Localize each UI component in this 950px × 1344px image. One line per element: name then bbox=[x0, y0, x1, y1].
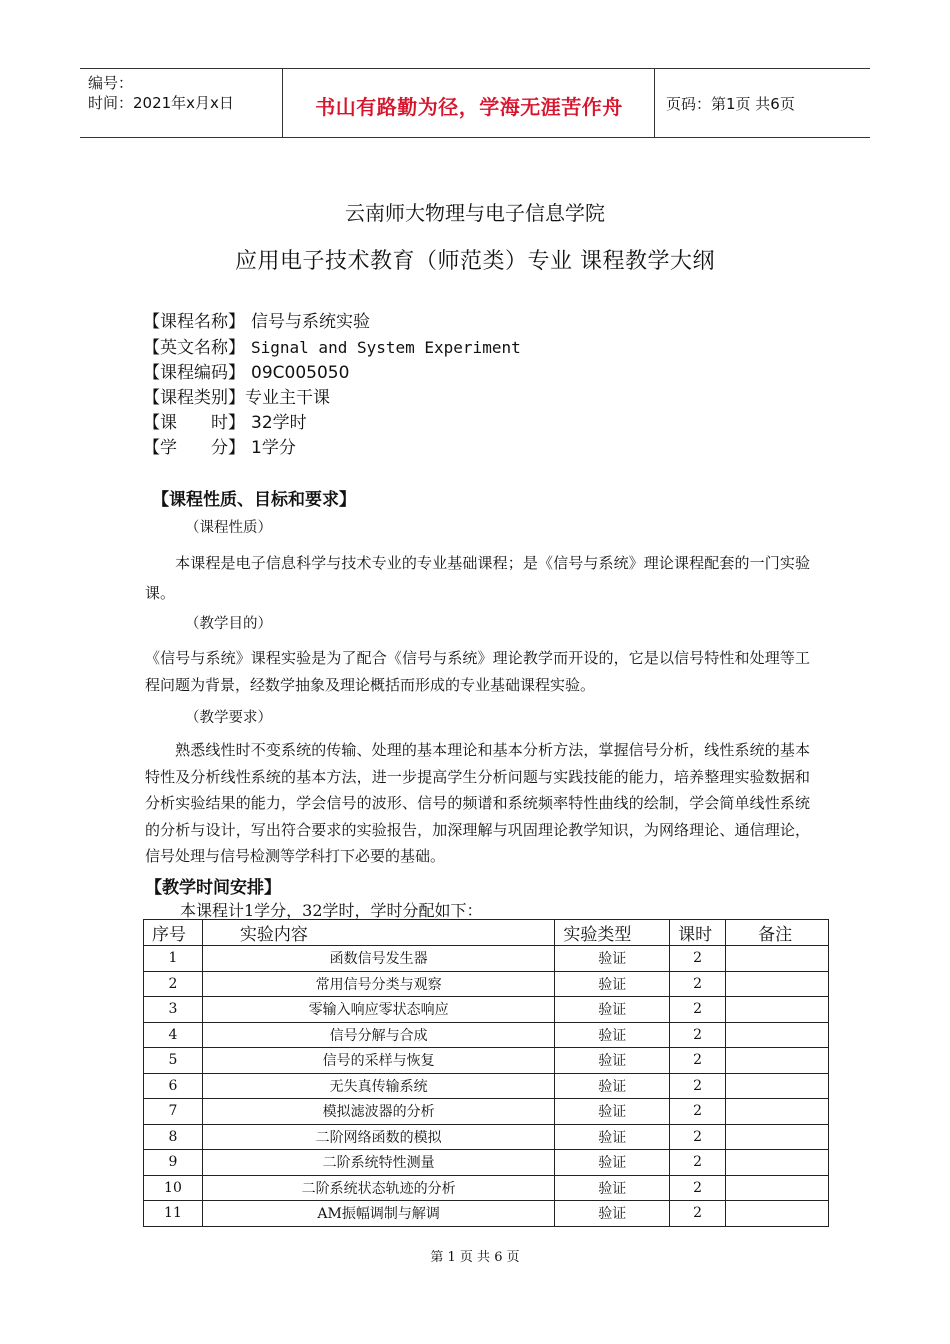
col-header-index: 序号 bbox=[144, 920, 203, 946]
row-type: 验证 bbox=[555, 1099, 670, 1125]
table-row bbox=[144, 1201, 829, 1227]
col-header-hours: 课时 bbox=[670, 920, 726, 946]
course-category-label: 【课程类别】 bbox=[143, 388, 245, 408]
row-type: 验证 bbox=[555, 1022, 670, 1048]
course-credits-row bbox=[143, 436, 521, 461]
row-notes bbox=[726, 1022, 829, 1048]
row-index: 7 bbox=[144, 1099, 203, 1125]
goal-paragraph bbox=[145, 645, 810, 699]
row-notes bbox=[726, 1175, 829, 1201]
row-notes bbox=[726, 1099, 829, 1125]
col-header-notes: 备注 bbox=[726, 920, 829, 946]
row-hours: 2 bbox=[670, 1150, 726, 1176]
row-hours: 2 bbox=[670, 1175, 726, 1201]
row-hours: 2 bbox=[670, 946, 726, 972]
page-header bbox=[80, 68, 870, 138]
school-name: 云南师大物理与电子信息学院 bbox=[345, 201, 605, 225]
table-row bbox=[144, 997, 829, 1023]
row-notes bbox=[726, 997, 829, 1023]
row-hours: 2 bbox=[670, 971, 726, 997]
row-hours: 2 bbox=[670, 1099, 726, 1125]
doc-time-label: 时间：2021年x月x日 bbox=[88, 94, 234, 112]
course-category-value: 专业主干课 bbox=[245, 388, 330, 408]
course-hours-value: 32学时 bbox=[251, 413, 307, 433]
row-type: 验证 bbox=[555, 997, 670, 1023]
row-index: 4 bbox=[144, 1022, 203, 1048]
page-footer: 第 1 页 共 6 页 bbox=[430, 1250, 520, 1265]
doc-code-label: 编号： bbox=[88, 74, 134, 92]
row-index: 6 bbox=[144, 1073, 203, 1099]
row-content: 信号分解与合成 bbox=[202, 1022, 554, 1048]
row-content: 函数信号发生器 bbox=[202, 946, 554, 972]
table-row bbox=[144, 1099, 829, 1125]
col-header-type: 实验类型 bbox=[555, 920, 670, 946]
nature-text: 本课程是电子信息科学与技术专业的专业基础课程；是《信号与系统》理论课程配套的一门实验课。 bbox=[145, 554, 810, 602]
course-name-label: 【课程名称】 bbox=[143, 312, 245, 332]
header-motto: 书山有路勤为径，学海无涯苦作舟 bbox=[315, 95, 623, 119]
section-heading-nature: 【课程性质、目标和要求】 bbox=[152, 490, 356, 510]
row-index: 3 bbox=[144, 997, 203, 1023]
course-name-value: 信号与系统实验 bbox=[251, 312, 370, 332]
row-notes bbox=[726, 946, 829, 972]
table-header-row bbox=[144, 920, 829, 946]
row-notes bbox=[726, 971, 829, 997]
header-divider bbox=[654, 69, 655, 137]
table-row bbox=[144, 946, 829, 972]
row-index: 9 bbox=[144, 1150, 203, 1176]
row-type: 验证 bbox=[555, 971, 670, 997]
schedule-table bbox=[143, 919, 829, 1227]
course-credits-label: 【学 分】 bbox=[143, 438, 245, 458]
row-index: 10 bbox=[144, 1175, 203, 1201]
row-hours: 2 bbox=[670, 1201, 726, 1227]
row-content: AM振幅调制与解调 bbox=[202, 1201, 554, 1227]
row-notes bbox=[726, 1048, 829, 1074]
requirement-label: （教学要求） bbox=[185, 710, 272, 726]
header-divider bbox=[282, 69, 283, 137]
row-index: 1 bbox=[144, 946, 203, 972]
table-body bbox=[144, 946, 829, 1227]
row-type: 验证 bbox=[555, 946, 670, 972]
row-index: 8 bbox=[144, 1124, 203, 1150]
document-title: 应用电子技术教育（师范类）专业 课程教学大纲 bbox=[235, 249, 715, 274]
requirement-text: 熟悉线性时不变系统的传输、处理的基本理论和基本分析方法，掌握信号分析，线性系统的基本特性及分析线性系统的基本方法，进一步提高学生分析问题与实践技能的能力，培养整理实验数据和分析实验结果的能力，学会信号的波形、信号的频谱和系统频率特性曲线的绘制，学会简单线性系统的分析与设计，写出符合要求的实验报告，加深理解与巩固理论教学知识，为网络理论、通信理论，信号处理与信号检测等学科打下必要的基础。 bbox=[145, 741, 810, 865]
goal-text: 《信号与系统》课程实验是为了配合《信号与系统》理论教学而开设的，它是以信号特性和处理等工程问题为背景，经数学抽象及理论概括而形成的专业基础课程实验。 bbox=[145, 649, 810, 694]
schedule-intro: 本课程计1学分，32学时，学时分配如下： bbox=[180, 901, 483, 920]
table-row bbox=[144, 1022, 829, 1048]
row-type: 验证 bbox=[555, 1048, 670, 1074]
row-content: 二阶网络函数的模拟 bbox=[202, 1124, 554, 1150]
course-name-row bbox=[143, 310, 521, 335]
row-notes bbox=[726, 1073, 829, 1099]
header-page-number: 页码：第1页 共6页 bbox=[666, 95, 795, 113]
course-hours-label: 【课 时】 bbox=[143, 413, 245, 433]
course-credits-value: 1学分 bbox=[251, 438, 296, 458]
row-notes bbox=[726, 1150, 829, 1176]
row-index: 2 bbox=[144, 971, 203, 997]
col-header-content: 实验内容 bbox=[202, 920, 554, 946]
header-meta bbox=[88, 73, 234, 113]
row-type: 验证 bbox=[555, 1073, 670, 1099]
row-notes bbox=[726, 1201, 829, 1227]
row-content: 无失真传输系统 bbox=[202, 1073, 554, 1099]
row-type: 验证 bbox=[555, 1175, 670, 1201]
row-hours: 2 bbox=[670, 997, 726, 1023]
row-type: 验证 bbox=[555, 1124, 670, 1150]
nature-label: （课程性质） bbox=[185, 520, 272, 536]
row-index: 5 bbox=[144, 1048, 203, 1074]
row-content: 信号的采样与恢复 bbox=[202, 1048, 554, 1074]
row-type: 验证 bbox=[555, 1150, 670, 1176]
table-row bbox=[144, 971, 829, 997]
nature-paragraph bbox=[145, 548, 810, 608]
course-code-row bbox=[143, 361, 521, 386]
row-type: 验证 bbox=[555, 1201, 670, 1227]
course-category-row bbox=[143, 386, 521, 411]
table-row bbox=[144, 1150, 829, 1176]
course-code-label: 【课程编码】 bbox=[143, 363, 245, 383]
english-name-value: Signal and System Experiment bbox=[251, 338, 521, 357]
table-row bbox=[144, 1124, 829, 1150]
row-hours: 2 bbox=[670, 1073, 726, 1099]
row-content: 二阶系统特性测量 bbox=[202, 1150, 554, 1176]
row-notes bbox=[726, 1124, 829, 1150]
course-hours-row bbox=[143, 411, 521, 436]
table-row bbox=[144, 1175, 829, 1201]
row-hours: 2 bbox=[670, 1124, 726, 1150]
english-name-label: 【英文名称】 bbox=[143, 338, 245, 358]
course-info bbox=[143, 310, 521, 461]
row-index: 11 bbox=[144, 1201, 203, 1227]
row-content: 常用信号分类与观察 bbox=[202, 971, 554, 997]
table-row bbox=[144, 1048, 829, 1074]
row-content: 模拟滤波器的分析 bbox=[202, 1099, 554, 1125]
english-name-row bbox=[143, 335, 521, 361]
row-content: 零输入响应零状态响应 bbox=[202, 997, 554, 1023]
course-code-value: 09C005050 bbox=[251, 363, 350, 383]
requirement-paragraph bbox=[145, 737, 810, 870]
section-heading-schedule: 【教学时间安排】 bbox=[145, 878, 281, 898]
row-hours: 2 bbox=[670, 1048, 726, 1074]
row-hours: 2 bbox=[670, 1022, 726, 1048]
goal-label: （教学目的） bbox=[185, 616, 272, 632]
table-row bbox=[144, 1073, 829, 1099]
row-content: 二阶系统状态轨迹的分析 bbox=[202, 1175, 554, 1201]
